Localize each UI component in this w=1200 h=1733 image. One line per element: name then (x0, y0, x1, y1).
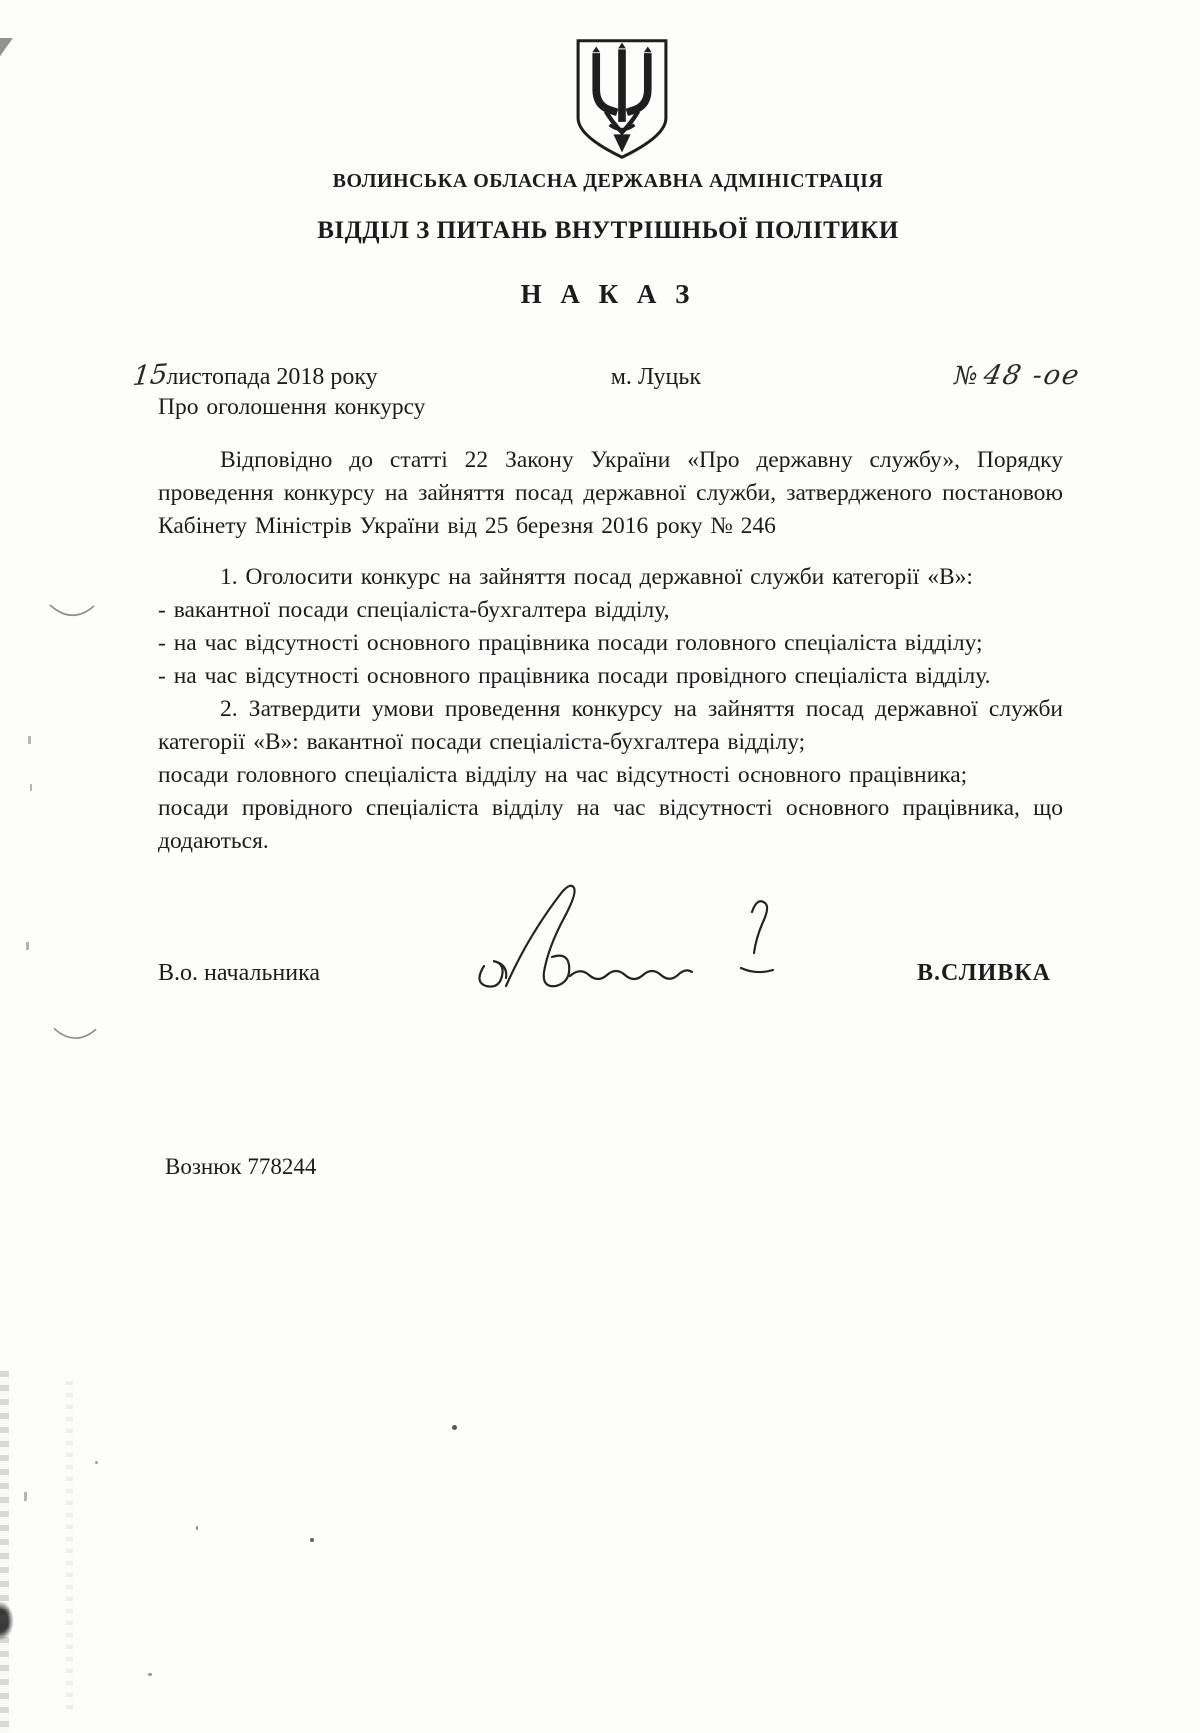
scan-tick-artifact (26, 942, 29, 950)
date-printed: листопада 2018 року (166, 364, 378, 390)
signatory-position: В.о. начальника (158, 960, 321, 986)
item1-point: - на час відсутності основного працівника посади головного спеціаліста відділу; (158, 630, 983, 656)
preamble-paragraph: Відповідно до статті 22 Закону України «Про державну службу», Порядку проведення конкурсу на зайняття посад державної служби, затвердженого постановою Кабінету Міністрів України від 25 березня 2016 року № 246 (158, 447, 1063, 539)
signatory-name: В.СЛИВКА (916, 960, 1051, 986)
handwritten-day: 15 (131, 358, 170, 393)
scan-streak-artifact (66, 1381, 73, 1711)
executor-line: Вознюк 778244 (165, 1154, 317, 1179)
item1-point: - на час відсутності основного працівника посади провідного спеціаліста відділу. (158, 663, 991, 689)
item2-line: посади провідного спеціаліста відділу на час відсутності основного працівника, що додаються. (158, 795, 1063, 854)
scan-dot-artifact (310, 1538, 314, 1542)
number-sign: № (954, 361, 978, 390)
organization-name: ВОЛИНСЬКА ОБЛАСНА ДЕРЖАВНА АДМІНІСТРАЦІЯ (332, 170, 884, 192)
city-label: м. Луцьк (610, 364, 702, 390)
scanned-order-document (0, 36, 1200, 1733)
item1-point: - вакантної посади спеціаліста-бухгалтера відділу, (158, 597, 670, 623)
subject-line: Про оголошення конкурсу (158, 394, 426, 420)
scan-dot-artifact (452, 1425, 457, 1430)
department-name: ВІДДІЛ З ПИТАНЬ ВНУТРІШНЬОЇ ПОЛІТИКИ (317, 217, 899, 244)
date-line (133, 360, 378, 391)
scan-blob-artifact (0, 1601, 14, 1641)
scan-dot-artifact (95, 1461, 98, 1464)
pen-check-mark (48, 601, 96, 623)
pen-check-mark (52, 1024, 98, 1046)
item1-intro: 1. Оголосити конкурс на зайняття посад державної служби категорії «В»: (220, 564, 973, 590)
trident-emblem-icon (553, 36, 691, 162)
document-number (954, 360, 1084, 391)
scan-corner-artifact (0, 38, 18, 64)
scan-tick-artifact (28, 736, 31, 744)
scan-streak-artifact (0, 1371, 9, 1733)
document-body (158, 391, 1063, 858)
document-meta-row (131, 358, 1084, 393)
signature-block (158, 942, 1063, 1002)
scan-tick-artifact (30, 784, 32, 791)
scan-dot-artifact (148, 1673, 152, 1676)
scan-tick-artifact (24, 1492, 27, 1501)
document-type-title: Н А К А З (520, 279, 696, 309)
handwritten-number: 48 -ое (980, 360, 1084, 391)
item2-line: посади головного спеціаліста відділу на час відсутності основного працівника; (158, 762, 968, 788)
item2-intro: 2. Затвердити умови проведення конкурсу на зайняття посад державної служби категорії «В»: вакантної посади спеціаліста-бухгалтера відділу; (158, 696, 1063, 755)
scan-dot-artifact (196, 1526, 198, 1530)
handwritten-signature-stroke (458, 874, 838, 1009)
